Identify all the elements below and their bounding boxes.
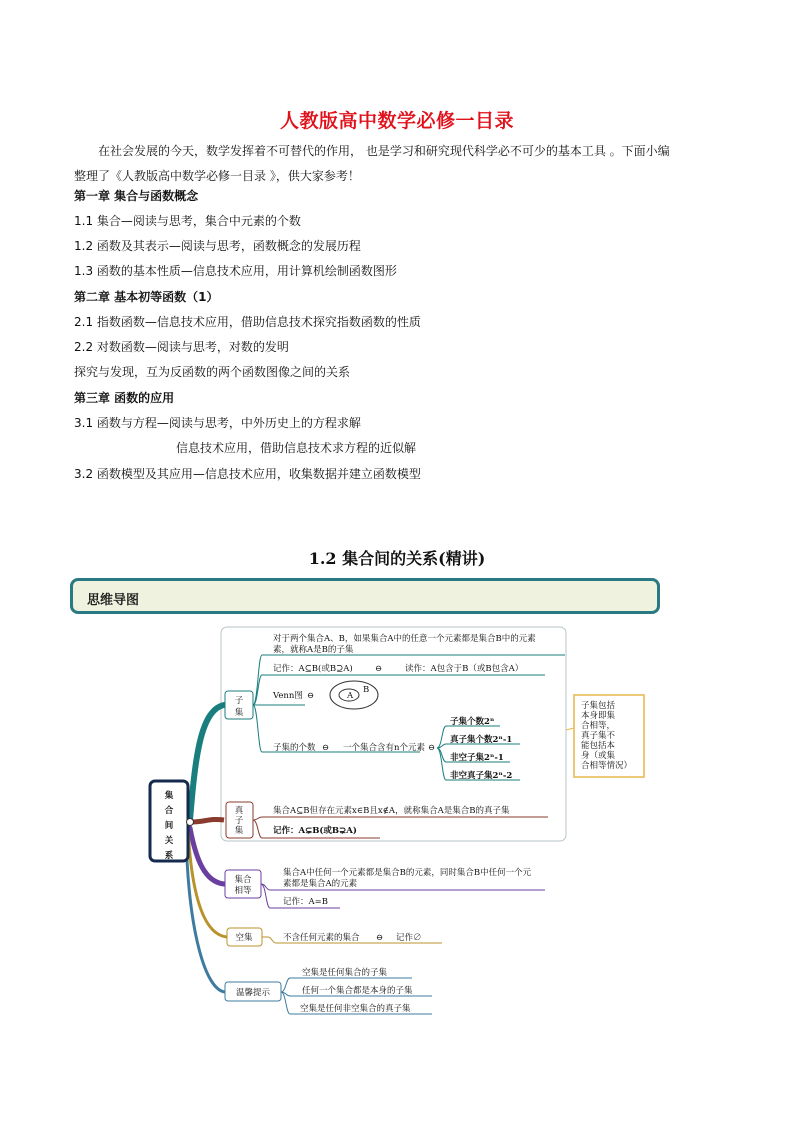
branch-tips xyxy=(186,832,225,992)
note-line: 真子集不 xyxy=(581,731,616,741)
toc-item: 1.2 函数及其表示—阅读与思考，函数概念的发展历程 xyxy=(74,239,361,253)
mindmap-banner xyxy=(70,578,660,614)
equal-def-1: 集合A中任何一个元素都是集合B的元素，同时集合B中任何一个元 xyxy=(283,868,532,878)
venn-label: Venn图 xyxy=(273,691,303,701)
toc-chapter-2: 第二章 基本初等函数（1） xyxy=(74,290,219,304)
note-line: 合相等情况） xyxy=(581,761,633,771)
toc-item: 信息技术应用，借助信息技术求方程的近似解 xyxy=(176,441,417,455)
toc-item: 1.1 集合—阅读与思考，集合中元素的个数 xyxy=(74,214,301,228)
subset-char-1: 子 xyxy=(234,696,244,706)
subset-def-2: 素，就称A是B的子集 xyxy=(273,645,354,655)
proper-def-line xyxy=(253,817,548,820)
root-char: 集 xyxy=(164,791,174,801)
connector-icon: ⊖ xyxy=(375,664,383,674)
subset-notation: 记作：A⊆B(或B⊇A) xyxy=(273,664,353,674)
toc-item: 1.3 函数的基本性质—信息技术应用，用计算机绘制函数图形 xyxy=(74,264,397,278)
venn-b-label: B xyxy=(363,685,370,695)
note-line: 本身即集 xyxy=(581,711,616,721)
subset-reading: 读作：A包含于B（或B包含A） xyxy=(405,664,524,674)
toc-item: 3.1 函数与方程—阅读与思考，中外历史上的方程求解 xyxy=(74,416,361,430)
toc-item: 2.1 指数函数—信息技术应用，借助信息技术探究指数函数的性质 xyxy=(74,315,421,329)
tip-item: 空集是任何非空集合的真子集 xyxy=(300,1004,411,1014)
empty-label: 空集 xyxy=(235,933,253,943)
equal-notation: 记作：A=B xyxy=(283,897,329,907)
branch-proper xyxy=(192,819,224,822)
count-condition: 一个集合含有n个元素 xyxy=(343,743,425,753)
note-line: 子集包括 xyxy=(581,701,616,711)
root-char: 系 xyxy=(164,851,174,861)
toc-item: 探究与发现，互为反函数的两个函数图像之间的关系 xyxy=(74,365,351,379)
connector-icon: ⊖ xyxy=(376,933,384,943)
proper-char: 子 xyxy=(234,816,244,826)
note-line: 身（或集 xyxy=(581,751,616,761)
empty-notation: 记作∅ xyxy=(396,933,422,943)
toc-chapter-3: 第三章 函数的应用 xyxy=(74,391,175,405)
equal-def-2: 素都是集合A的元素 xyxy=(283,879,358,889)
intro-line-2: 整理了《人教版高中数学必修一目录 》，供大家参考！ xyxy=(74,169,360,183)
equal-char-1: 集合 xyxy=(234,875,252,885)
count-item: 非空子集2ⁿ-1 xyxy=(450,753,504,763)
toc-item: 3.2 函数模型及其应用—信息技术应用，收集数据并建立函数模型 xyxy=(74,467,421,481)
count-item: 真子集个数2ⁿ-1 xyxy=(450,735,513,745)
venn-outer-ellipse xyxy=(330,681,378,709)
section-title: 1.2 集合间的关系(精讲) xyxy=(308,549,486,568)
count-item: 子集个数2ⁿ xyxy=(450,717,495,727)
intro-line-1: 在社会发展的今天，数学发挥着不可替代的作用， 也是学习和研究现代科学必不可少的基本工具 。下面小编 xyxy=(98,144,670,158)
count-item: 非空真子集2ⁿ-2 xyxy=(450,771,513,781)
proper-notation: 记作：A⊊B(或B⊋A) xyxy=(273,826,357,836)
document-title: 人教版高中数学必修一目录 xyxy=(279,110,514,132)
connector-icon: ⊖ xyxy=(322,743,330,753)
banner-label: 思维导图 xyxy=(87,593,140,608)
note-line: 能包括本 xyxy=(581,741,616,751)
intro-paragraph xyxy=(74,139,724,189)
proper-char: 集 xyxy=(234,826,244,836)
subset-char-2: 集 xyxy=(234,708,244,718)
root-char: 关 xyxy=(164,836,174,846)
connector-icon: ⊖ xyxy=(307,691,315,701)
tips-label: 温馨提示 xyxy=(235,988,271,998)
tip-item: 空集是任何集合的子集 xyxy=(302,968,388,978)
venn-a-label: A xyxy=(347,691,354,701)
toc-item: 2.2 对数函数—阅读与思考，对数的发明 xyxy=(74,340,289,354)
count-label: 子集的个数 xyxy=(273,743,316,753)
equal-char-2: 相等 xyxy=(234,886,252,896)
root-collapse-handle[interactable] xyxy=(187,819,194,826)
branch-equal xyxy=(190,828,224,884)
toc-chapter-1: 第一章 集合与函数概念 xyxy=(74,189,199,203)
branch-subset xyxy=(190,705,224,820)
subset-def-1: 对于两个集合A、B，如果集合A中的任意一个元素都是集合B中的元素 xyxy=(273,634,536,644)
note-line: 合相等， xyxy=(581,721,616,731)
proper-char: 真 xyxy=(234,806,244,816)
empty-def: 不含任何元素的集合 xyxy=(283,933,360,943)
mindmap xyxy=(0,620,794,1040)
tip-item: 任何一个集合都是本身的子集 xyxy=(302,986,413,996)
connector-icon: ⊖ xyxy=(428,743,436,753)
root-char: 间 xyxy=(164,821,174,831)
proper-def: 集合A⊆B但存在元素x∈B且x∉A，就称集合A是集合B的真子集 xyxy=(273,806,510,816)
note-pointer xyxy=(566,722,574,730)
root-char: 合 xyxy=(164,806,174,816)
